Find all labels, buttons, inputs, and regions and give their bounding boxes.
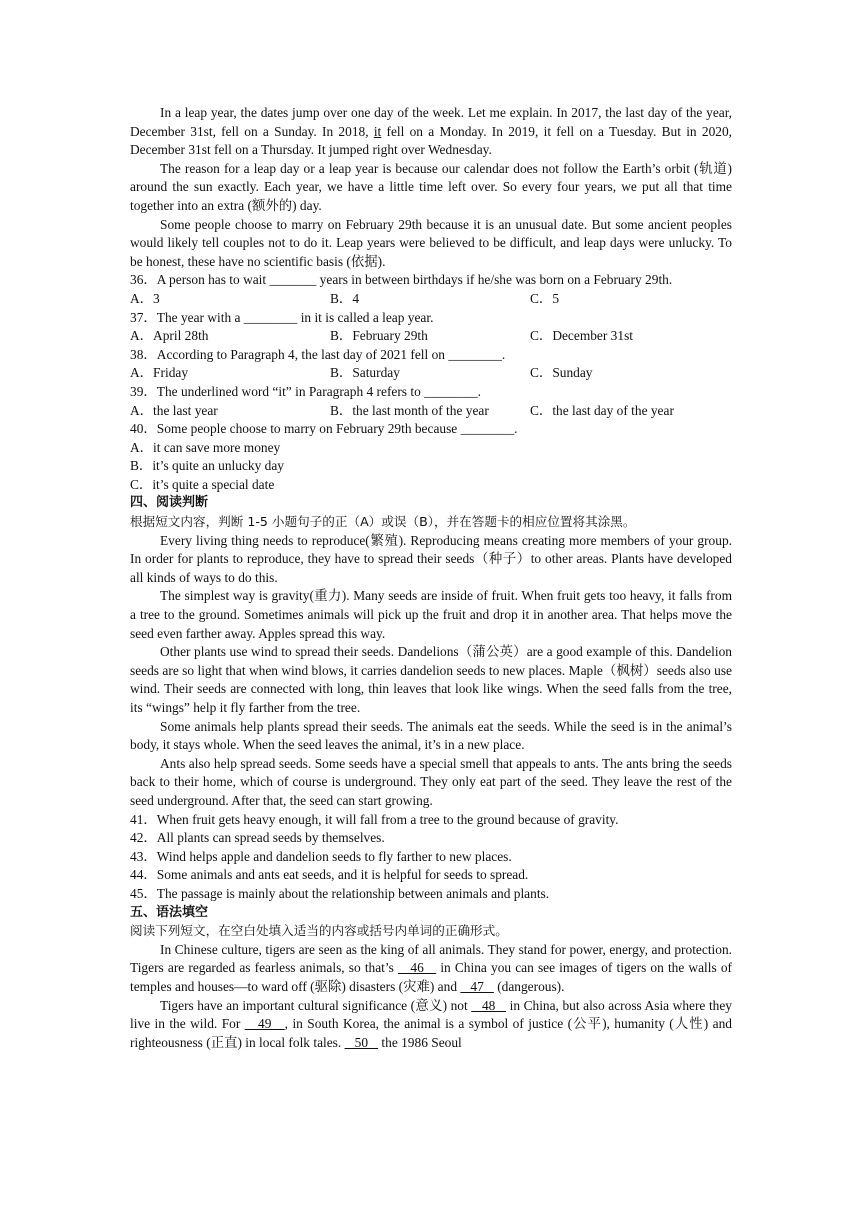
blank-50: 50 (344, 1034, 379, 1050)
option-c: C．it’s quite a special date (130, 476, 275, 492)
statement-41: 41．When fruit gets heavy enough, it will fall from a tree to the ground because of gravity. (130, 811, 619, 827)
question-40: 40．Some people choose to marry on February 29th because ________. (130, 421, 518, 437)
option-a: A．it can save more money (130, 439, 281, 455)
document-page (130, 104, 732, 1052)
question-39: 39．The underlined word “it” in Paragraph 4 refers to ________. (130, 383, 482, 399)
question-36: 36．A person has to wait _______ years in between birthdays if he/she was born on a February 29th. (130, 272, 673, 288)
statement-42: 42．All plants can spread seeds by themselves. (130, 830, 385, 846)
text-span: fell on a Monday. In 2019, it fell on a Tuesday. But in 2020, December 31st fell on a Thursday. It jumped right over Wednesday. (130, 123, 732, 158)
section-4-paragraph-4: Some animals help plants spread their seeds. The animals eat the seeds. While the seed is in the animal’s body, it stays whole. When the seed leaves the animal, it’s in a new place. (130, 718, 732, 753)
section-5-heading: 五、语法填空 (130, 904, 209, 920)
section-4-paragraph-2: The simplest way is gravity(重力). Many seeds are inside of fruit. When fruit gets too heavy, it falls from a tree to the ground. Sometimes animals will pick up the fruit and drop it in another area. That helps move the seed even farther away. Apples spread this way. (130, 588, 732, 641)
blank-47: 47 (460, 978, 494, 994)
blank-46: 46 (397, 960, 437, 976)
option-b: B．Saturday (330, 365, 400, 381)
section-4-heading: 四、阅读判断 (130, 495, 209, 511)
text-span: In Chinese culture, tigers are seen as the king of all animals. They stand for power, energy, and protection. Tigers are regarded as fearless animals, so that’s (130, 941, 732, 976)
section-5-instruction: 阅读下列短文，在空白处填入适当的内容或括号内单词的正确形式。 (130, 923, 508, 939)
option-b: B．February 29th (330, 328, 428, 344)
question-36-options (130, 290, 732, 309)
option-c: C．Sunday (530, 365, 593, 381)
statement-43: 43．Wind helps apple and dandelion seeds to fly farther to new places. (130, 848, 512, 864)
question-38: 38．According to Paragraph 4, the last day of 2021 fell on ________. (130, 346, 506, 362)
text-span: , in South Korea, the animal is a symbol of justice (公平), humanity (人性) and righteousness (正直) in local folk tales. (130, 1016, 732, 1050)
passage-a-paragraph-3: Some people choose to marry on February 29th because it is an unusual date. But some ancient peoples would likely tell couples not to do it. Leap years were believed to be difficult, and leap days were unlucky. To be honest, these have no scientific basis (依据). (130, 216, 732, 269)
text-span: (dangerous). (493, 978, 565, 994)
statement-45: 45．The passage is mainly about the relationship between animals and plants. (130, 885, 550, 901)
text-span: Tigers have an important cultural significance (意义) not (160, 997, 472, 1013)
text-span: in China, but also across Asia where they live in the wild. For (130, 997, 732, 1032)
option-a: A．the last year (130, 402, 218, 418)
question-37: 37．The year with a ________ in it is called a leap year. (130, 309, 434, 325)
blank-49: 49 (244, 1016, 285, 1032)
option-b: B．4 (330, 290, 360, 306)
blank-48: 48 (471, 997, 507, 1013)
option-c: C．5 (530, 290, 560, 306)
option-c: C．the last day of the year (530, 402, 674, 418)
section-4-paragraph-1: Every living thing needs to reproduce(繁殖). Reproducing means creating more members of your group. In order for plants to reproduce, they have to spread their seeds（种子）to other areas. Plants have developed all kinds of ways to do this. (130, 532, 732, 585)
section-4-paragraph-5: Ants also help spread seeds. Some seeds have a special smell that appeals to ants. The ants bring the seeds back to their home, which of course is underground. They only eat part of the seed. They leave the rest of the seed underground. After that, the seed can start growing. (130, 755, 732, 808)
option-b: B．it’s quite an unlucky day (130, 458, 284, 474)
section-5-paragraph-1 (130, 941, 732, 997)
statement-44: 44．Some animals and ants eat seeds, and it is helpful for seeds to spread. (130, 867, 529, 883)
option-a: A．Friday (130, 365, 189, 381)
section-4-instruction: 根据短文内容，判断 1-5 小题句子的正（A）或误（B），并在答题卡的相应位置将其涂黑。 (130, 514, 636, 530)
question-38-options (130, 364, 732, 383)
option-a: A．April 28th (130, 328, 209, 344)
question-39-options (130, 402, 732, 421)
passage-a-paragraph-2: The reason for a leap day or a leap year is because our calendar does not follow the Earth’s orbit (轨道) around the sun exactly. Each year, we have a little time left over. So every four years, we put all that time together into an extra (额外的) day. (130, 160, 732, 213)
option-c: C．December 31st (530, 328, 634, 344)
underlined-it: it (373, 123, 382, 139)
section-5-paragraph-2 (130, 997, 732, 1053)
passage-a-paragraph-1 (130, 104, 732, 160)
text-span: In a leap year, the dates jump over one day of the week. Let me explain. In 2017, the last day of the year, December 31st, fell on a Sunday. In 2018, (130, 105, 732, 139)
option-a: A．3 (130, 290, 160, 306)
question-37-options (130, 327, 732, 346)
text-span: in China you can see images of tigers on the walls of temples and houses—to ward off (驱除) disasters (灾难) and (130, 960, 732, 994)
section-4-paragraph-3: Other plants use wind to spread their seeds. Dandelions（蒲公英）are a good example of this. Dandelion seeds are so light that when wind blows, it carries dandelion seeds to new places. Maple（枫树）seeds also use wind. Their seeds are connected with long, thin leaves that look like wings. When the seed falls from the tree, its “wings” help it fly farther from the tree. (130, 644, 732, 715)
text-span: the 1986 Seoul (378, 1034, 462, 1050)
option-b: B．the last month of the year (330, 402, 489, 418)
